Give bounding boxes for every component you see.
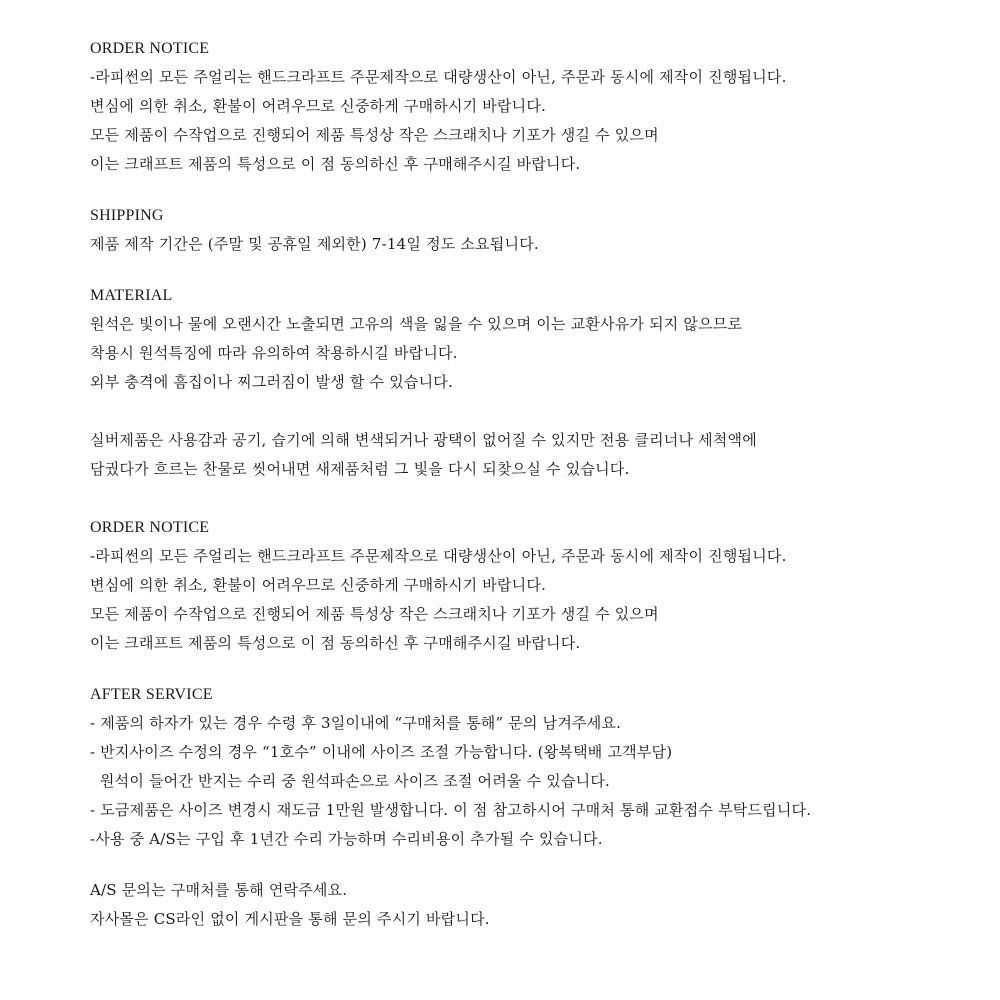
order-notice-line: 모든 제품이 수작업으로 진행되어 제품 특성상 작은 스크래치나 기포가 생길 수 있으며	[90, 126, 659, 144]
section-spacer	[90, 658, 970, 680]
paragraph-spacer	[90, 397, 970, 426]
order-notice-line: 변심에 의한 취소, 환불이 어려우므로 신중하게 구매하시기 바랍니다.	[90, 576, 547, 594]
material-line: 외부 충격에 흠집이나 찌그러짐이 발생 할 수 있습니다.	[90, 373, 453, 391]
section-spacer	[90, 854, 970, 876]
order-notice-line: 모든 제품이 수작업으로 진행되어 제품 특성상 작은 스크래치나 기포가 생길 수 있으며	[90, 605, 659, 623]
section-heading: ORDER NOTICE	[90, 519, 210, 536]
after-service-line: 원석이 들어간 반지는 수리 중 원석파손으로 사이즈 조절 어려울 수 있습니다.	[90, 772, 610, 790]
material-line: 착용시 원석특징에 따라 유의하여 착용하시길 바랍니다.	[90, 344, 458, 362]
after-service-line: - 제품의 하자가 있는 경우 수령 후 3일이내에 “구매처를 통해” 문의 남겨주세요.	[90, 714, 622, 732]
shipping-line: 제품 제작 기간은 (주말 및 공휴일 제외한) 7-14일 정도 소요됩니다.	[90, 235, 539, 253]
section-spacer	[90, 259, 970, 281]
order-notice-line: 변심에 의한 취소, 환불이 어려우므로 신중하게 구매하시기 바랍니다.	[90, 97, 547, 115]
order-notice-line: -라피썬의 모든 주얼리는 핸드크라프트 주문제작으로 대량생산이 아닌, 주문과 동시에 제작이 진행됩니다.	[90, 68, 787, 86]
contact-line: 자사몰은 CS라인 없이 게시판을 통해 문의 주시기 바랍니다.	[90, 910, 490, 928]
after-service-line: - 도금제품은 사이즈 변경시 재도금 1만원 발생합니다. 이 점 참고하시어 구매처 통해 교환접수 부탁드립니다.	[90, 801, 812, 819]
order-notice-line: -라피썬의 모든 주얼리는 핸드크라프트 주문제작으로 대량생산이 아닌, 주문과 동시에 제작이 진행됩니다.	[90, 547, 787, 565]
order-notice-section-1	[90, 34, 970, 179]
silver-care-line: 실버제품은 사용감과 공기, 습기에 의해 변색되거나 광택이 없어질 수 있지만 전용 클리너나 세척액에	[90, 431, 757, 449]
contact-line: A/S 문의는 구매처를 통해 연락주세요.	[90, 881, 348, 899]
material-line: 원석은 빛이나 물에 오랜시간 노출되면 고유의 색을 잃을 수 있으며 이는 교환사유가 되지 않으므로	[90, 315, 743, 333]
section-spacer	[90, 179, 970, 201]
after-service-line: - 반지사이즈 수정의 경우 “1호수” 이내에 사이즈 조절 가능합니다. (왕복택배 고객부담)	[90, 743, 673, 761]
section-heading: ORDER NOTICE	[90, 40, 210, 57]
order-notice-line: 이는 크래프트 제품의 특성으로 이 점 동의하신 후 구매해주시길 바랍니다.	[90, 634, 581, 652]
section-heading: MATERIAL	[90, 287, 173, 304]
section-heading: SHIPPING	[90, 207, 164, 224]
contact-section	[90, 876, 970, 934]
after-service-line: -사용 중 A/S는 구입 후 1년간 수리 가능하며 수리비용이 추가될 수 있습니다.	[90, 830, 603, 848]
order-notice-section-2	[90, 513, 970, 658]
silver-care-line: 담궜다가 흐르는 찬물로 씻어내면 새제품처럼 그 빛을 다시 되찾으실 수 있습니다.	[90, 460, 630, 478]
order-notice-line: 이는 크래프트 제품의 특성으로 이 점 동의하신 후 구매해주시길 바랍니다.	[90, 155, 581, 173]
material-section	[90, 281, 970, 484]
section-heading: AFTER SERVICE	[90, 686, 213, 703]
shipping-section	[90, 201, 970, 259]
section-spacer	[90, 484, 970, 513]
notice-document	[90, 34, 970, 934]
after-service-section	[90, 680, 970, 854]
